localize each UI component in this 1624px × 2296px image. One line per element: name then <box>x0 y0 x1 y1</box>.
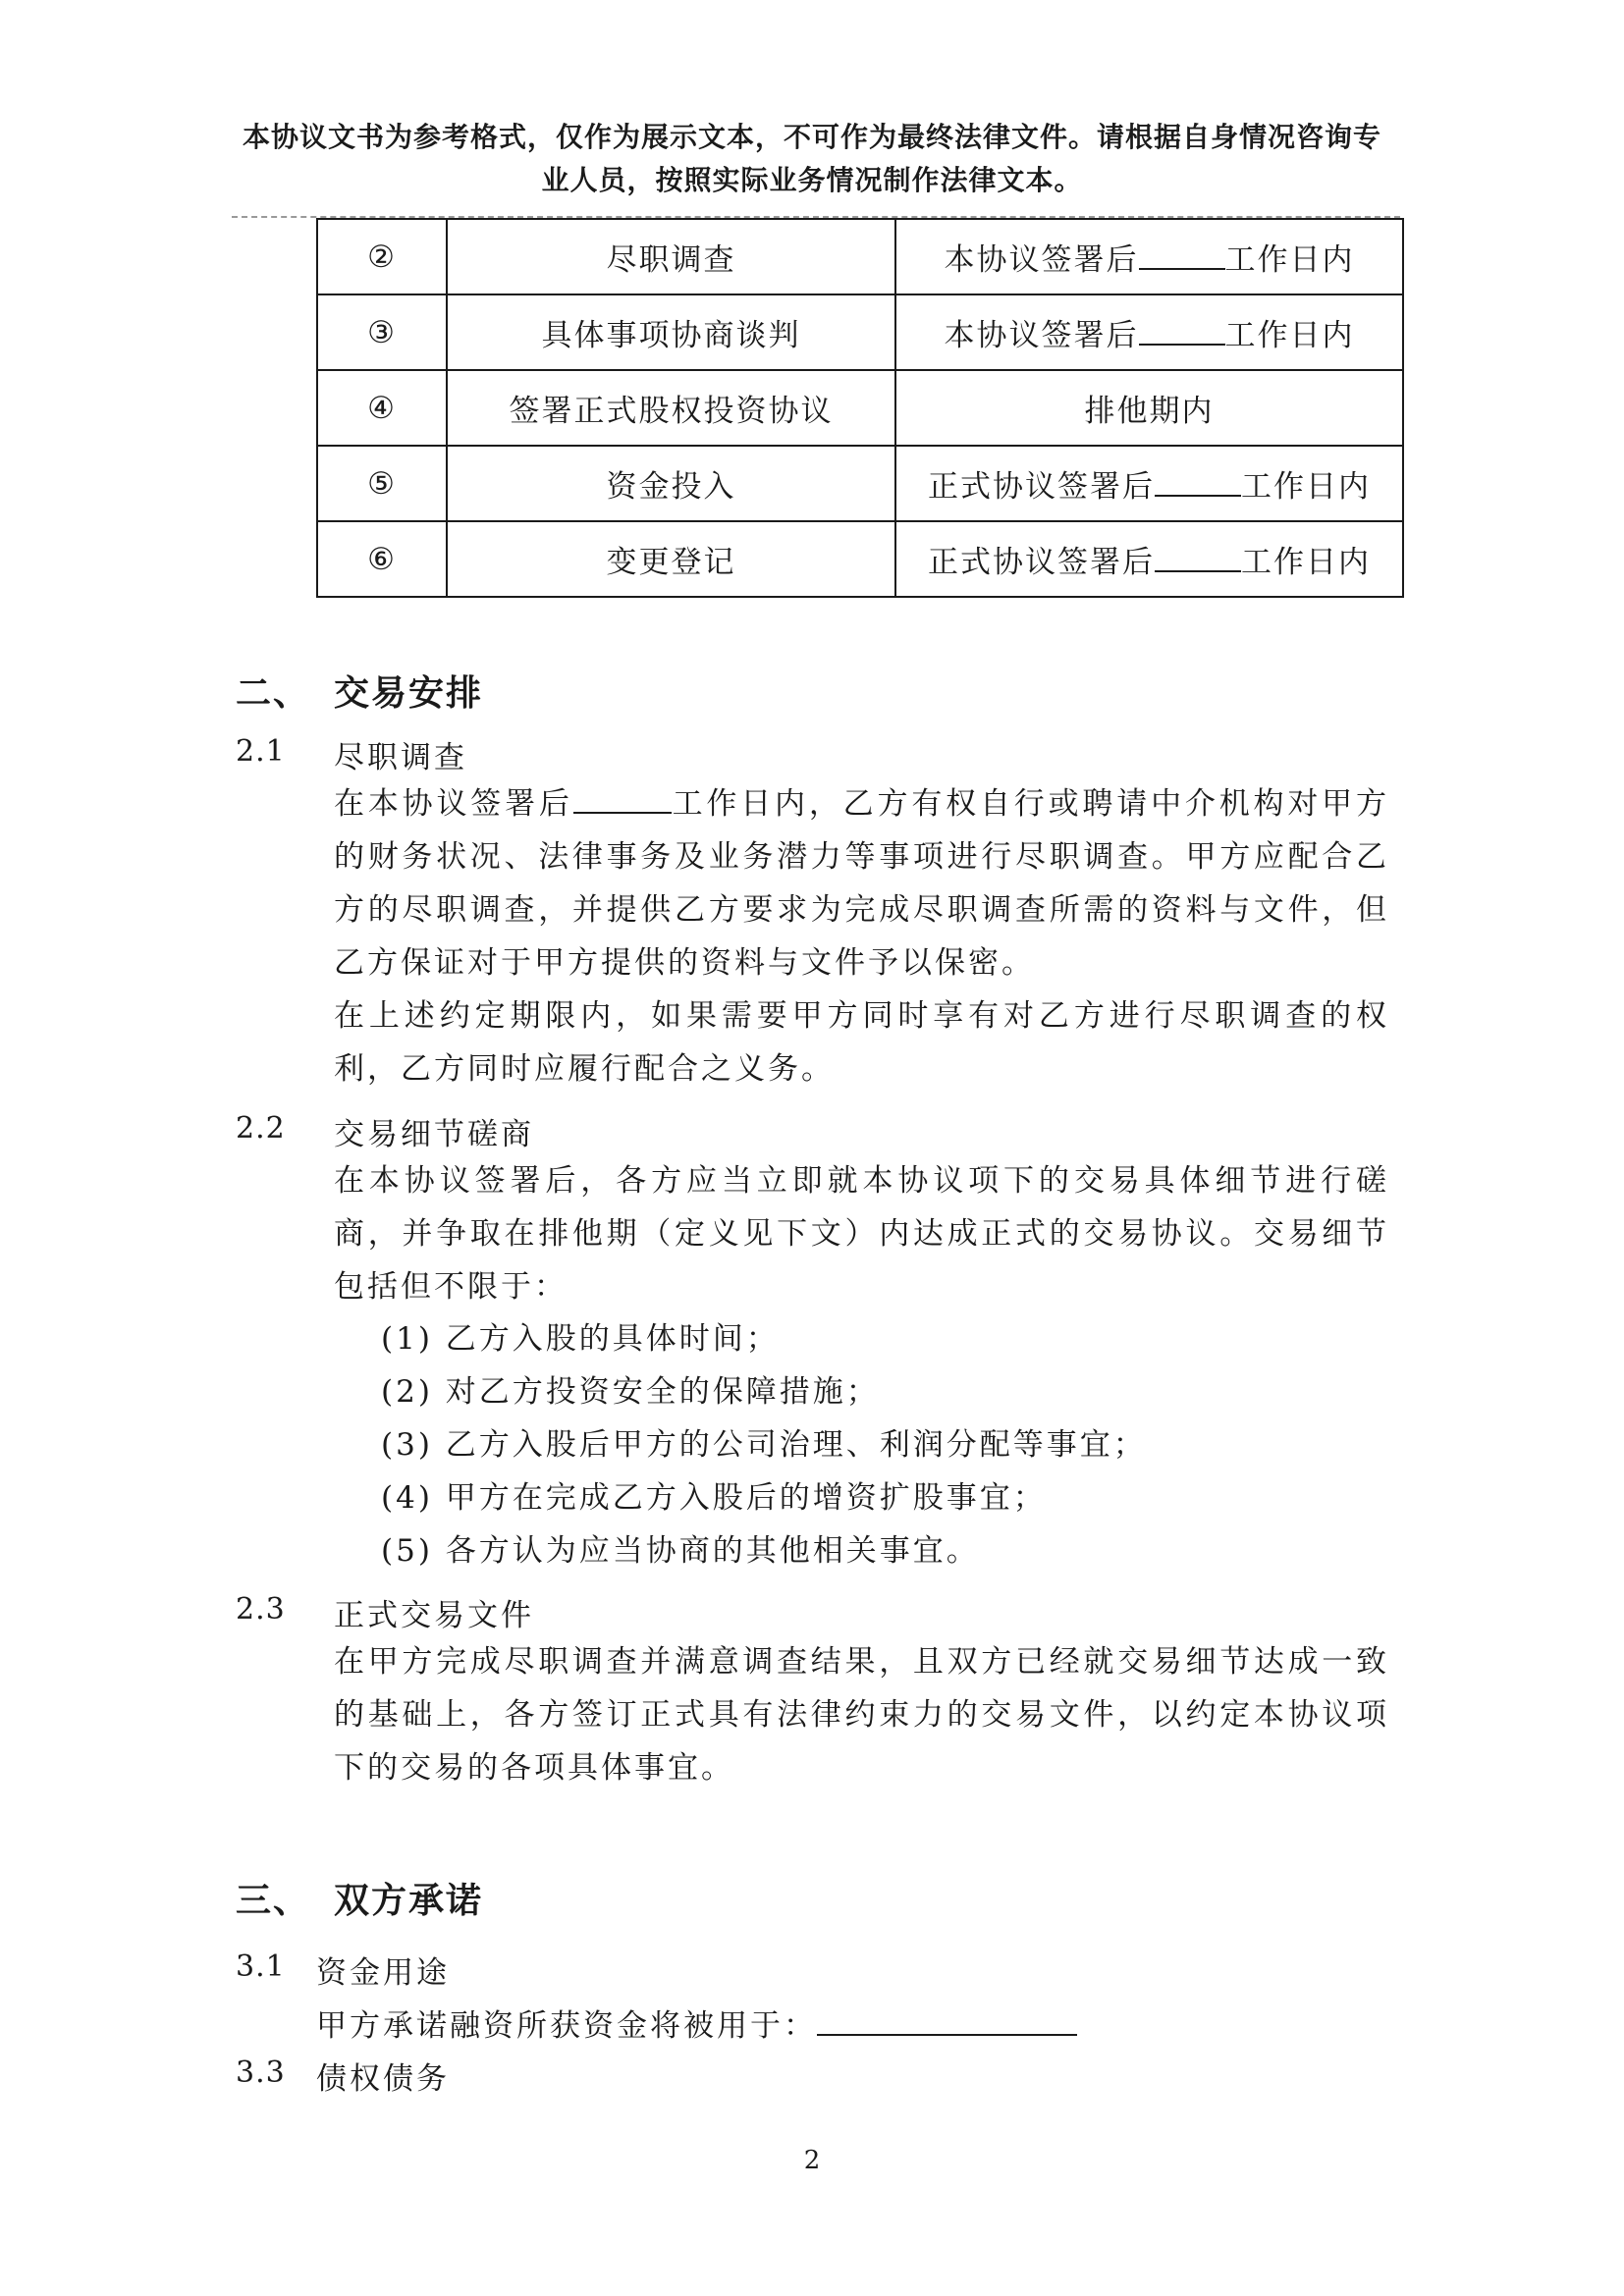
clause-2-2-number: 2.2 <box>236 1111 286 1146</box>
list-item: (5) 各方认为应当协商的其他相关事宜。 <box>381 1533 980 1569</box>
table-row <box>317 521 1403 597</box>
fill-blank[interactable] <box>817 2006 1077 2036</box>
row-number: ⑥ <box>317 521 447 597</box>
clause-2-1-paragraph-1: 在本协议签署后 工作日内，乙方有权自行或聘请中介机构对甲方的财务状况、法律事务及业务潜力等事项进行尽职调查。甲方应配合乙方的尽职调查，并提供乙方要求为完成尽职调查所需的资料与文件，但乙方保证对于甲方提供的资料与文件予以保密。 <box>334 786 1389 981</box>
row-item: 签署正式股权投资协议 <box>447 370 895 446</box>
clause-2-3-number: 2.3 <box>236 1592 286 1627</box>
page-number: 2 <box>803 2146 821 2175</box>
section-2-title: 交易安排 <box>334 673 484 714</box>
row-number: ④ <box>317 370 447 446</box>
section-3-heading <box>236 1873 483 1923</box>
clause-2-2-title: 交易细节磋商 <box>334 1117 534 1152</box>
disclaimer-header <box>196 116 1428 202</box>
clause-2-2-paragraph: 在本协议签署后，各方应当立即就本协议项下的交易具体细节进行磋商，并争取在排他期（定义见下文）内达成正式的交易协议。交易细节包括但不限于： <box>334 1163 1389 1305</box>
disclaimer-line-1: 本协议文书为参考格式，仅作为展示文本，不可作为最终法律文件。请根据自身情况咨询专 <box>242 121 1381 153</box>
row-timing: 本协议签署后 工作日内 <box>895 294 1403 370</box>
row-item: 具体事项协商谈判 <box>447 294 895 370</box>
table-row <box>317 219 1403 294</box>
clause-3-1-paragraph: 甲方承诺融资所获资金将被用于： <box>316 2001 1077 2045</box>
row-timing: 本协议签署后 工作日内 <box>895 219 1403 294</box>
section-3-number: 三、 <box>236 1881 311 1921</box>
fill-blank[interactable] <box>1139 316 1225 346</box>
clause-2-1-paragraph-2: 在上述约定期限内，如果需要甲方同时享有对乙方进行尽职调查的权利，乙方同时应履行配合之义务。 <box>334 998 1389 1087</box>
section-3-title: 双方承诺 <box>334 1881 484 1921</box>
section-2-heading <box>236 666 483 716</box>
list-item: (4) 甲方在完成乙方入股后的增资扩股事宜； <box>381 1480 1047 1516</box>
list-item: (2) 对乙方投资安全的保障措施； <box>381 1374 880 1410</box>
table-row <box>317 294 1403 370</box>
clause-2-3-title: 正式交易文件 <box>334 1598 534 1633</box>
row-number: ② <box>317 219 447 294</box>
fill-blank[interactable] <box>573 784 672 814</box>
schedule-table <box>316 218 1404 598</box>
fill-blank[interactable] <box>1155 543 1241 572</box>
clause-3-3-number: 3.3 <box>236 2056 286 2090</box>
fill-blank[interactable] <box>1139 240 1225 270</box>
row-timing: 正式协议签署后 工作日内 <box>895 446 1403 521</box>
clause-2-3-paragraph: 在甲方完成尽职调查并满意调查结果，且双方已经就交易细节达成一致的基础上，各方签订正式具有法律约束力的交易文件，以约定本协议项下的交易的各项具体事宜。 <box>334 1644 1389 1786</box>
row-item: 资金投入 <box>447 446 895 521</box>
table-row <box>317 370 1403 446</box>
clause-3-1-title: 资金用途 <box>316 1955 450 1991</box>
section-2-number: 二、 <box>236 673 311 714</box>
row-item: 尽职调查 <box>447 219 895 294</box>
table-row <box>317 446 1403 521</box>
list-item: (3) 乙方入股后甲方的公司治理、利润分配等事宜； <box>381 1427 1147 1463</box>
row-timing: 排他期内 <box>895 370 1403 446</box>
row-number: ⑤ <box>317 446 447 521</box>
disclaimer-line-2: 业人员，按照实际业务情况制作法律文本。 <box>541 164 1083 196</box>
row-number: ③ <box>317 294 447 370</box>
clause-2-1-number: 2.1 <box>236 734 286 769</box>
clause-3-1-number: 3.1 <box>236 1949 286 1984</box>
fill-blank[interactable] <box>1155 467 1241 497</box>
clause-3-3-title: 债权债务 <box>316 2061 450 2097</box>
list-item: (1) 乙方入股的具体时间； <box>381 1321 780 1357</box>
row-item: 变更登记 <box>447 521 895 597</box>
clause-2-1-title: 尽职调查 <box>334 740 467 775</box>
row-timing: 正式协议签署后 工作日内 <box>895 521 1403 597</box>
